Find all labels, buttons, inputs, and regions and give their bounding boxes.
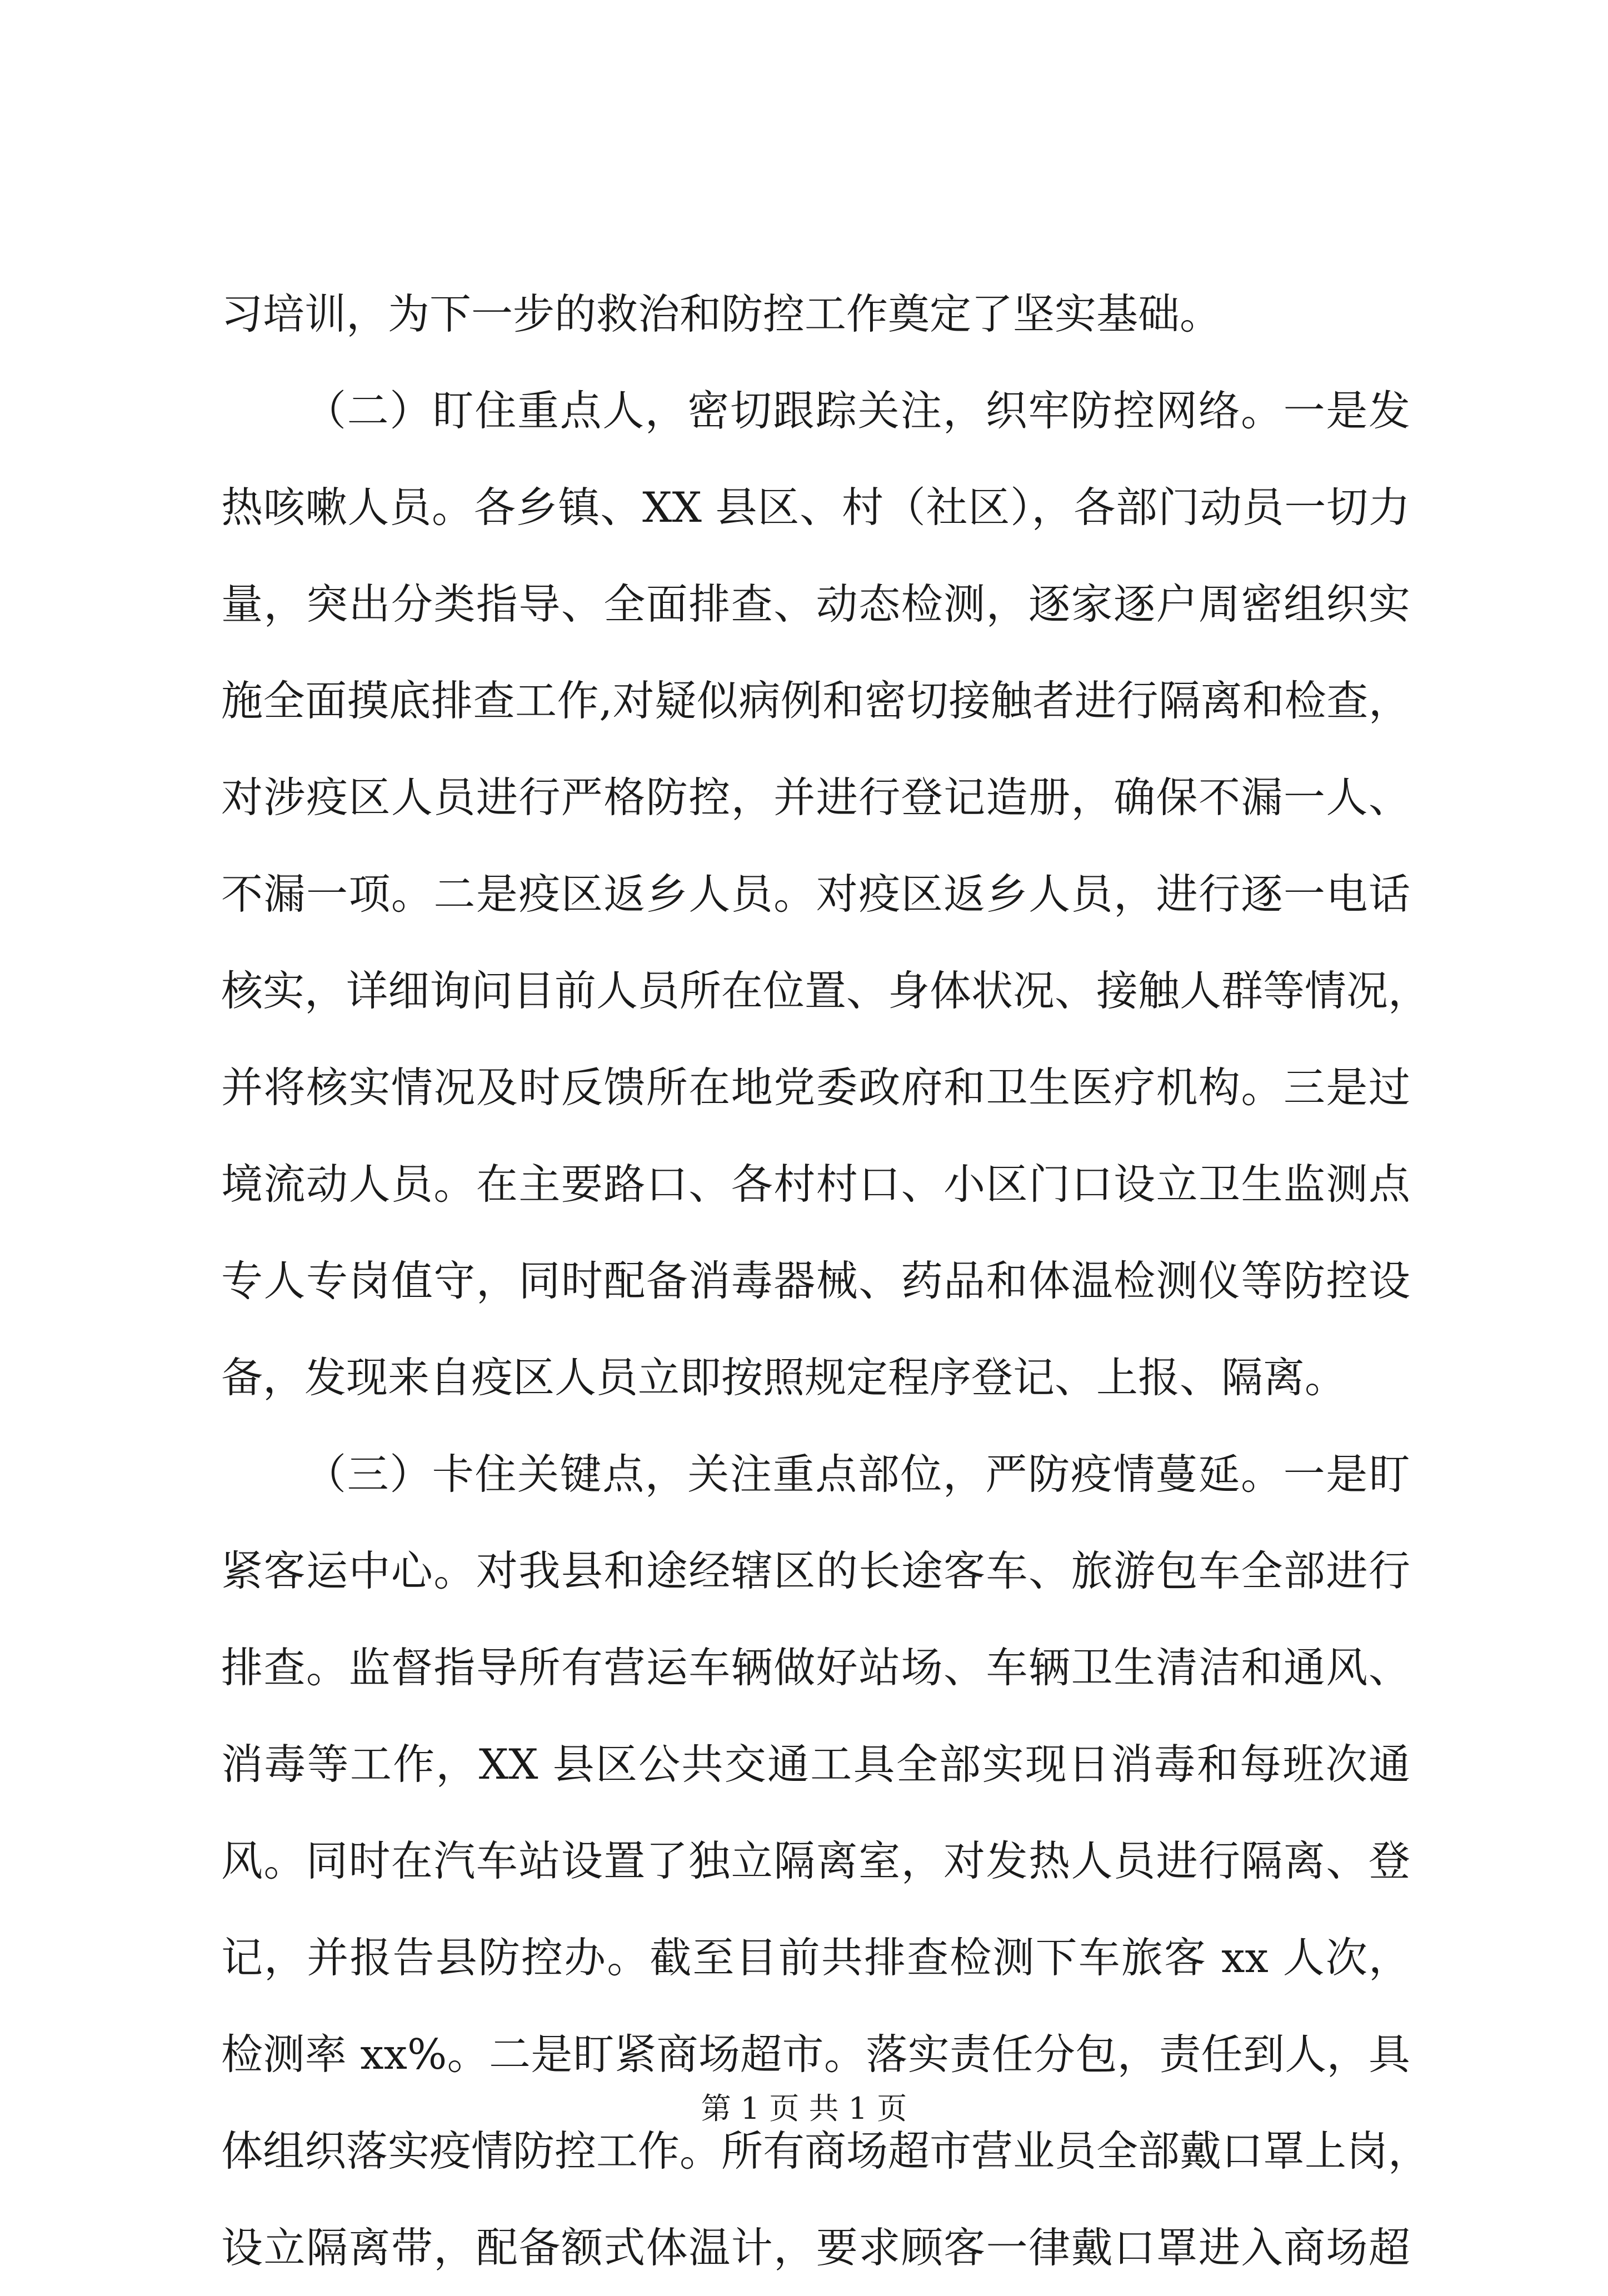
paragraph-heading-line: （二）盯住重点人，密切跟踪关注，织牢防控网络。一是发 (304, 386, 1410, 435)
text-line: 习培训，为下一步的救治和防控工作奠定了坚实基础。 (221, 290, 1222, 338)
page-footer: 第 1 页 共 1 页 (701, 2091, 907, 2126)
text-line: 量，突出分类指导、全面排查、动态检测，逐家逐户周密组织实 (221, 580, 1410, 628)
text-line: 检测率 xx%。二是盯紧商场超市。落实责任分包，责任到人，具 (221, 2030, 1410, 2079)
text-line: 体组织落实疫情防控工作。所有商场超市营业员全部戴口罩上岗， (221, 2127, 1430, 2175)
text-line: 消毒等工作，XX 县区公共交通工具全部实现日消毒和每班次通 (221, 1740, 1410, 1789)
document-body (221, 266, 1430, 2296)
text-line: 核实，详细询问目前人员所在位置、身体状况、接触人群等情况， (221, 966, 1430, 1015)
paragraph-heading-line: （三）卡住关键点，关注重点部位，严防疫情蔓延。一是盯 (304, 1450, 1410, 1499)
text-line: 备，发现来自疫区人员立即按照规定程序登记、上报、隔离。 (221, 1353, 1347, 1402)
text-line: 热咳嗽人员。各乡镇、XX 县区、村（社区），各部门动员一切力 (221, 483, 1410, 532)
text-line: 排查。监督指导所有营运车辆做好站场、车辆卫生清洁和通风、 (221, 1643, 1410, 1692)
text-line: 紧客运中心。对我县和途经辖区的长途客车、旅游包车全部进行 (221, 1546, 1410, 1595)
text-line: 设立隔离带，配备额式体温计，要求顾客一律戴口罩进入商场超 (221, 2223, 1410, 2272)
text-line: 并将核实情况及时反馈所在地党委政府和卫生医疗机构。三是过 (221, 1063, 1410, 1112)
text-line: 对涉疫区人员进行严格防控，并进行登记造册，确保不漏一人、 (221, 773, 1410, 822)
text-line: 专人专岗值守，同时配备消毒器械、药品和体温检测仪等防控设 (221, 1256, 1410, 1305)
text-line: 境流动人员。在主要路口、各村村口、小区门口设立卫生监测点 (221, 1160, 1410, 1209)
text-line: 记，并报告县防控办。截至目前共排查检测下车旅客 xx 人次， (221, 1933, 1410, 1982)
text-line: 不漏一项。二是疫区返乡人员。对疫区返乡人员，进行逐一电话 (221, 870, 1410, 919)
text-line: 施全面摸底排查工作,对疑似病例和密切接触者进行隔离和检查， (221, 676, 1410, 725)
text-line: 风。同时在汽车站设置了独立隔离室，对发热人员进行隔离、登 (221, 1836, 1410, 1885)
